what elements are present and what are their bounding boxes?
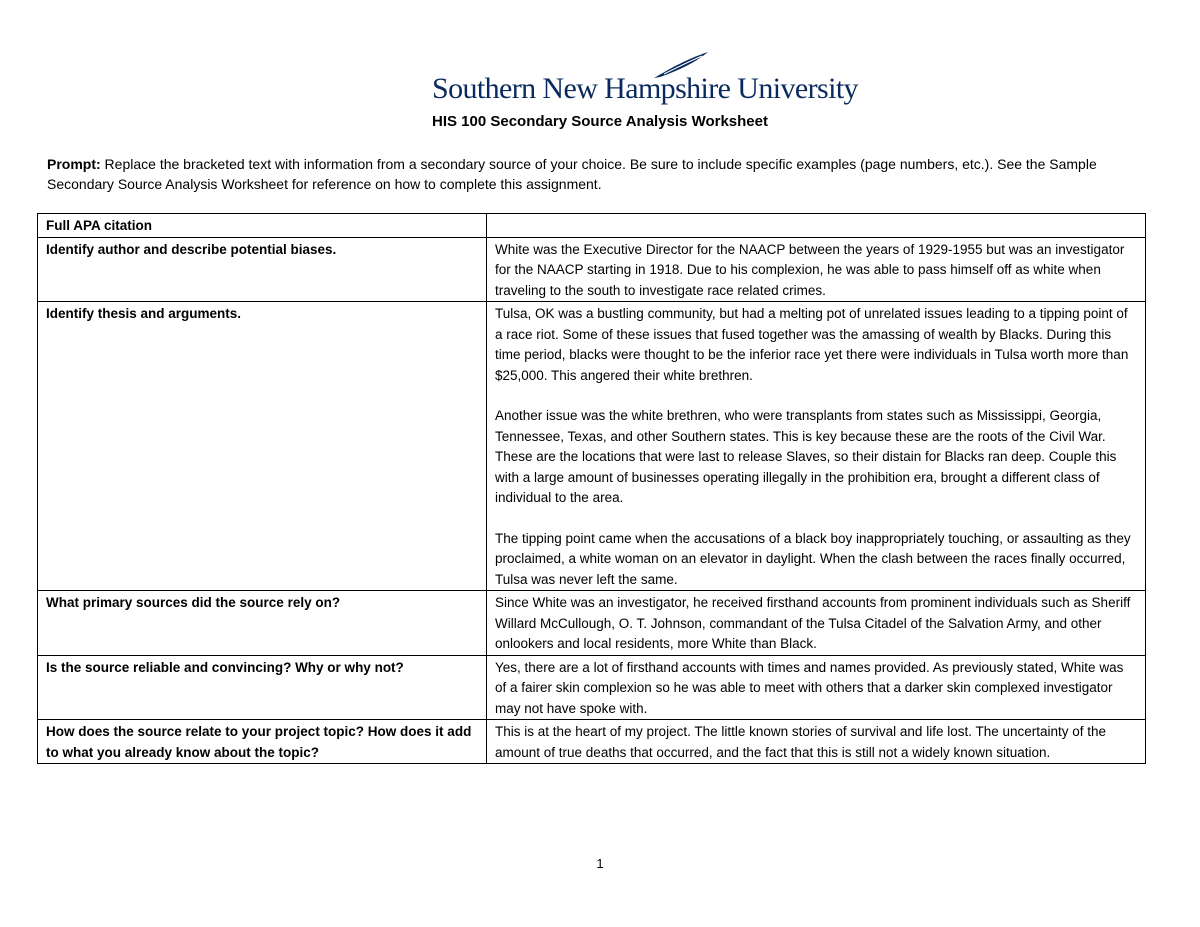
page-number: 1 <box>596 856 604 871</box>
row-value <box>487 720 1146 764</box>
prompt-text: Replace the bracketed text with information from a secondary source of your choice. Be sure to include specific examples (page numbers, etc.). See the Sample Secondary Source Analysis Worksheet for reference on how to complete this assignment. <box>47 156 1097 192</box>
analysis-table <box>37 213 1146 764</box>
table-row <box>38 655 1146 720</box>
value-paragraph: White was the Executive Director for the NAACP between the years of 1929-1955 but was an investigator for the NAACP starting in 1918. Due to his complexion, he was able to pass himself off as white when traveling to the south to investigate race related crimes. <box>495 241 1125 298</box>
prompt-paragraph <box>47 154 1157 194</box>
row-value <box>487 237 1146 302</box>
table-row <box>38 591 1146 656</box>
row-label: Identify author and describe potential biases. <box>38 237 487 302</box>
worksheet-title: HIS 100 Secondary Source Analysis Worksheet <box>432 113 768 130</box>
value-paragraph: Since White was an investigator, he received firsthand accounts from prominent individuals such as Sheriff Willard McCullough, O. T. Johnson, commandant of the Tulsa Citadel of the Salvation Army, and other onlookers and local residents, more White than Black. <box>495 595 1131 651</box>
university-logo <box>432 50 858 106</box>
table-row <box>38 720 1146 764</box>
row-value <box>487 591 1146 656</box>
table-row <box>38 302 1146 591</box>
row-label: How does the source relate to your project topic? How does it add to what you already know about the topic? <box>38 720 487 764</box>
row-label: Identify thesis and arguments. <box>38 302 487 591</box>
value-paragraph: Tulsa, OK was a bustling community, but had a melting pot of unrelated issues leading to a tipping point of a race riot. Some of these issues that fused together was the amassing of wealth by Blacks. During this time period, blacks were thought to be the inferior race yet there were individuals in Tulsa worth more than $25,000. This angered their white brethren. <box>495 306 1129 383</box>
prompt-label: Prompt: <box>47 156 101 172</box>
row-value <box>487 655 1146 720</box>
table-row <box>38 214 1146 238</box>
table-row <box>38 237 1146 302</box>
row-label: What primary sources did the source rely on? <box>38 591 487 656</box>
value-paragraph: The tipping point came when the accusations of a black boy inappropriately touching, or assaulting as they proclaimed, a white woman on an elevator in daylight. When the clash between the races finally occurred, Tulsa was never left the same. <box>495 530 1131 587</box>
value-paragraph: Yes, there are a lot of firsthand accounts with times and names provided. As previously stated, White was of a fairer skin complexion so he was able to meet with others that a darker skin complexed investigator may not have spoke with. <box>495 659 1124 716</box>
value-paragraph: Another issue was the white brethren, who were transplants from states such as Mississippi, Georgia, Tennessee, Texas, and other Southern states. This is key because these are the roots of the Civil War. These are the locations that were last to release Slaves, so their distain for Blacks ran deep. Couple this with a large amount of businesses operating illegally in the prohibition era, brought a different class of individual to the area. <box>495 408 1117 505</box>
row-label: Full APA citation <box>38 214 487 238</box>
value-paragraph: This is at the heart of my project. The little known stories of survival and life lost. The uncertainty of the amount of true deaths that occurred, and the fact that this is still not a widely known situation. <box>495 724 1107 760</box>
row-value <box>487 214 1146 238</box>
row-label: Is the source reliable and convincing? Why or why not? <box>38 655 487 720</box>
row-value <box>487 302 1146 591</box>
university-name: Southern New Hampshire University <box>432 72 858 105</box>
